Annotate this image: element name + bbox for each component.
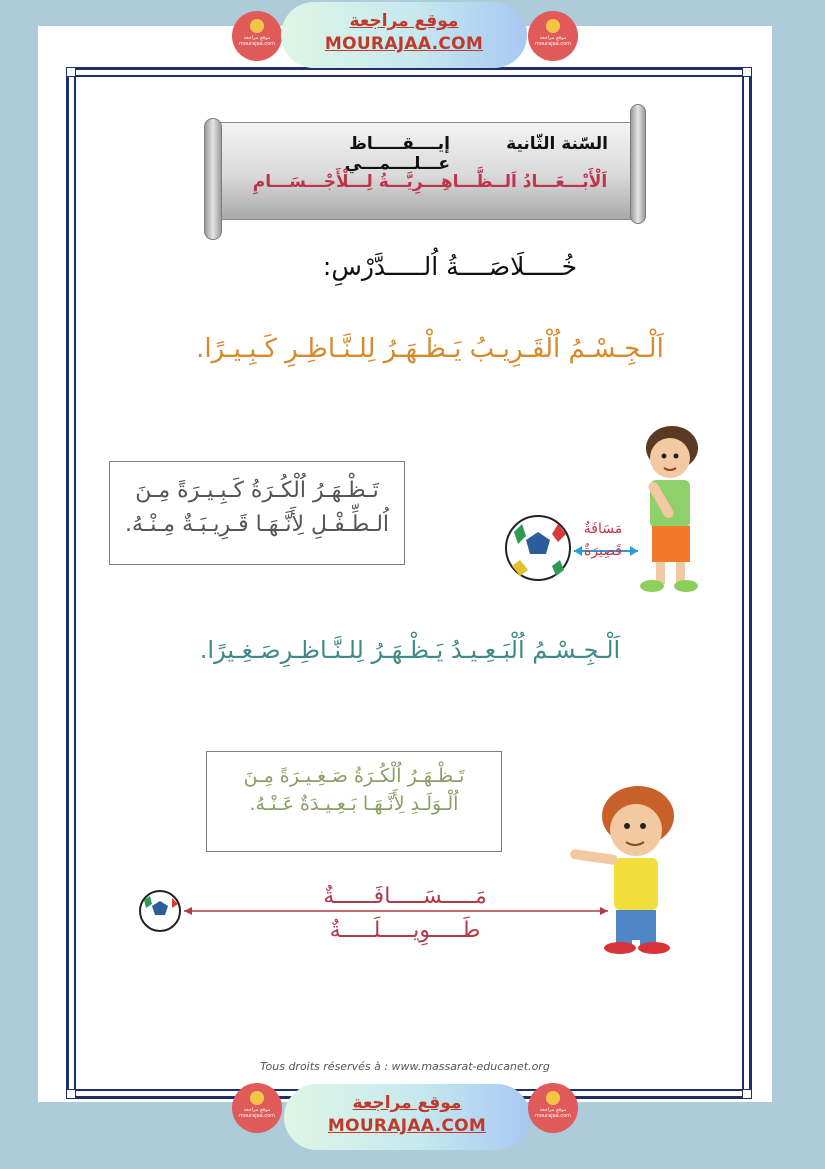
grade-label: السّنة الثّانية	[506, 134, 608, 154]
summary-title: خُـــــلَاصَــــةُ اُلـــــدَّرْسِ:	[322, 252, 578, 281]
example-far-line-1: تَـظْـهَـرُ اُلْكُـرَةُ صَـغِـيـرَةً مِـنَ	[243, 765, 465, 787]
site-banner-top[interactable]	[281, 2, 527, 68]
subject-label: إيــــقـــــاظ عـــلــــمـــي	[344, 134, 450, 174]
rule-far-object: اَلْـجِـسْـمُ اُلْبَـعِـيـدُ يَـظْـهَـرُ لِلـنَّـاظِـرِصَـغِـيرًا.	[199, 636, 621, 664]
border-corner-ornament	[66, 1089, 76, 1099]
rule-near-object: اَلْـجِـسْـمُ اُلْقَـرِيـبُ يَـظْـهَـرُ لِلـنَّـاظِـرِ كَـبِـيـرًا.	[196, 334, 664, 364]
header-row	[240, 134, 620, 174]
example-near-line-1: تَـظْـهَـرُ اُلْكُـرَةُ كَـبِـيـرَةً مِـنَ	[135, 478, 379, 503]
scroll-roll-left	[204, 118, 222, 240]
site-logo-left-bottom[interactable]: موقع مراجعة mourajaa.com	[232, 1083, 282, 1133]
logo-icon	[250, 19, 264, 33]
example-near-line-2: اُلـطِّـفْـلِ لِأَنَّـهَـا قَـرِيـبَـةٌ مِـنْـهُ.	[124, 512, 390, 537]
scroll-roll-right	[630, 104, 646, 224]
border-corner-ornament	[742, 1089, 752, 1099]
site-banner-bottom[interactable]	[284, 1084, 530, 1150]
boy-pointing-icon	[570, 786, 674, 954]
example-near-box	[109, 461, 405, 565]
border-corner-ornament	[66, 67, 76, 77]
small-soccer-ball-icon	[140, 891, 180, 931]
site-name-latin: MOURAJAA.COM	[324, 34, 484, 54]
logo-icon	[250, 1091, 264, 1105]
copyright-note: Tous droits réservés à : www.massarat-educanet.org	[260, 1060, 550, 1073]
example-far-line-2: اُلْـوَلَـدِ لِأَنَّـهَـا بَـعِـيـدَةٌ عَـنْـهُ.	[249, 793, 459, 815]
border-corner-ornament	[742, 67, 752, 77]
soccer-ball-icon	[506, 516, 570, 580]
long-distance-label: مَـــــسَـــــافَــــــةٌ طَـــــوِيـــــلَـــــةٌ	[323, 884, 487, 943]
site-name-arabic: موقع مراجعة	[349, 11, 459, 31]
site-logo-right-bottom[interactable]: موقع مراجعة mourajaa.com	[528, 1083, 578, 1133]
site-logo-right-top[interactable]: موقع مراجعة mourajaa.com	[528, 11, 578, 61]
short-distance-label: مَسَافَةٌ قَصِيرَةٌ	[583, 521, 623, 559]
site-name-arabic: موقع مراجعة	[352, 1093, 462, 1113]
lesson-title: اَلْأَبْـــعَـــادُ اَلــظَّـــاهِـــرِيَّـــةُ لِـــلْأَجْـــسَـــامِ	[252, 172, 608, 192]
child-thinking-icon	[640, 426, 698, 592]
logo-icon	[546, 1091, 560, 1105]
site-name-latin: MOURAJAA.COM	[327, 1116, 487, 1136]
near-ball-illustration	[500, 420, 710, 600]
site-logo-left-top[interactable]: موقع مراجعة mourajaa.com	[232, 11, 282, 61]
logo-icon	[546, 19, 560, 33]
